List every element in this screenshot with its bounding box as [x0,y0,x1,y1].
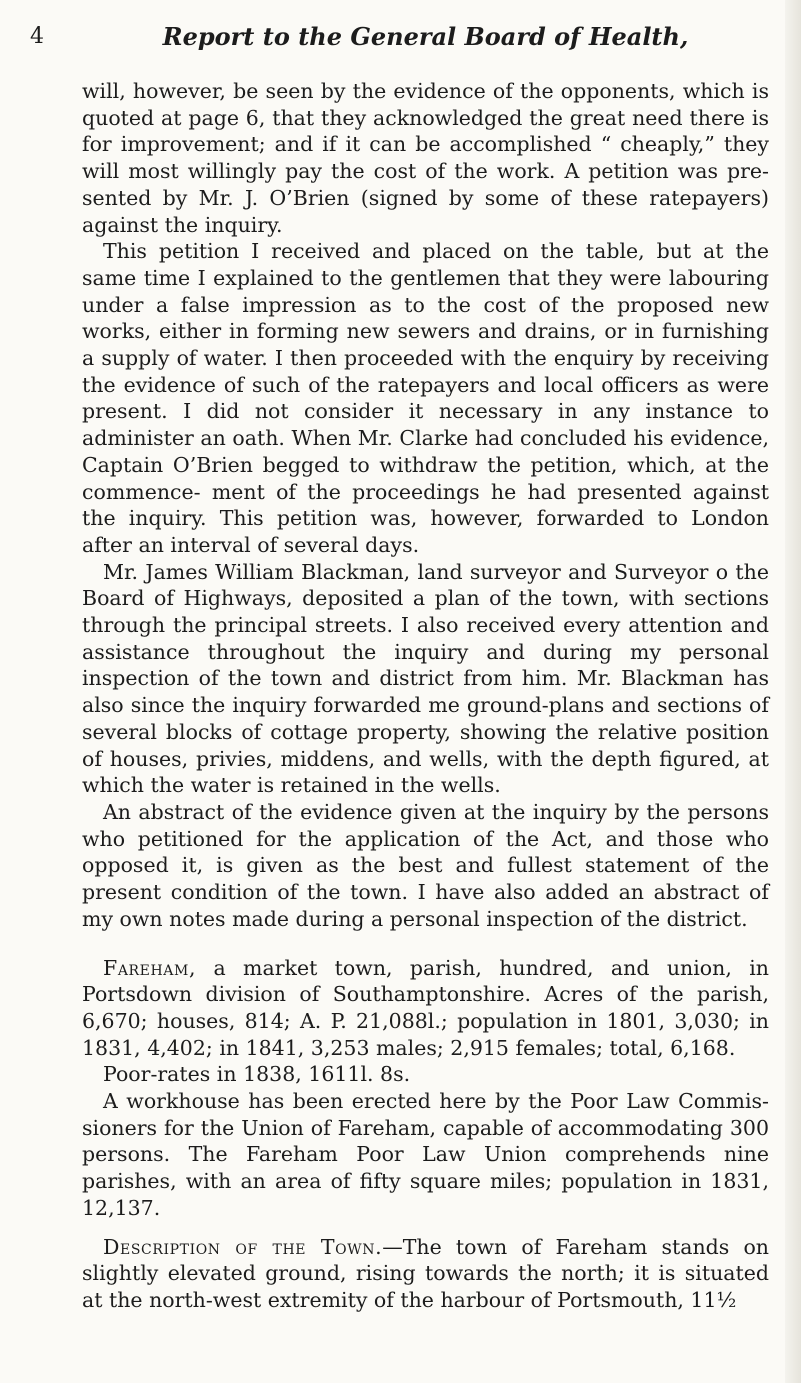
description-heading: Description of the Town. [103,1234,383,1259]
page-header [30,14,769,51]
fareham-name: Fareham, [103,955,197,980]
paragraph-blackman: Mr. James William Blackman, land surveyor and Surveyor o the Board of Highways, deposited a plan of the town, with sections through the principal streets. I also received every attention and assistance throughout the inquiry and during my personal inspection of the town and district from him. Mr. Blackman has also since the inquiry forwarded me ground-plans and sections of several blocks of cottage property, showing the relative position of houses, privies, middens, and wells, with the depth figured, at which the water is retained in the wells. [82,559,769,798]
running-title: Report to the General Board of Health, [162,22,689,51]
section-gap [82,933,769,955]
paragraph-abstract: An abstract of the evidence given at the inquiry by the persons who petitioned for the application of the Act, and those who opposed it, is given as the best and fullest statement of the present condition of the town. I have also added an abstract of my own notes made during a personal inspection of the district. [82,799,769,931]
section-gap [82,1222,769,1234]
paragraph-opponents: will, however, be seen by the evidence of the opponents, which is quoted at page 6, that they acknowledged the great need there is for improvement; and if it can be accomplished “ cheaply,” they will most willingly pay the cost of the work. A petition was pre- sented by Mr. J. O’Brien (signed by some of these ratepayers) against the inquiry. [82,79,769,237]
paragraph-fareham [82,955,769,1062]
page-number: 4 [30,24,44,49]
paragraph-poor-rates: Poor-rates in 1838, 1611l. 8s. [103,1062,411,1087]
paragraph-petition: This petition I received and placed on the table, but at the same time I explained to the gentlemen that they were labouring under a false impression as to the cost of the proposed new works, either in forming new sewers and drains, or in furnishing a supply of water. I then proceeded with the enquiry by receiving the evidence of such of the ratepayers and local officers as were present. I did not consider it necessary in any instance to administer an oath. When Mr. Clarke had concluded his evidence, Captain O’Brien begged to withdraw the petition, which, at the commence- ment of the proceedings he had presented against the inquiry. This petition was, however, forwarded to London after an interval of several days. [82,239,769,557]
paragraph-description [82,1234,769,1314]
description-text: —The town of Fareham stands on slightly elevated ground, rising towards the north; it is situated at the north-west extremity of the harbour of Portsmouth, 11½ [82,1234,769,1312]
fareham-text: a market town, parish, hundred, and union, in Portsdown division of Southamptonshire. Acres of the parish, 6,670; houses, 814; A. P. 21,088l.; population in 1801, 3,030; in 1831, 4,402; in 1841, 3,253 males; 2,915 females; total, 6,168. [82,955,769,1060]
page-edge-shadow [785,0,801,1383]
paragraph-workhouse: A workhouse has been erected here by the Poor Law Commis- sioners for the Union of Fareham, capable of accommodating 300 persons. The Fareham Poor Law Union comprehends nine parishes, with an area of fifty square miles; population in 1831, 12,137. [82,1089,769,1220]
